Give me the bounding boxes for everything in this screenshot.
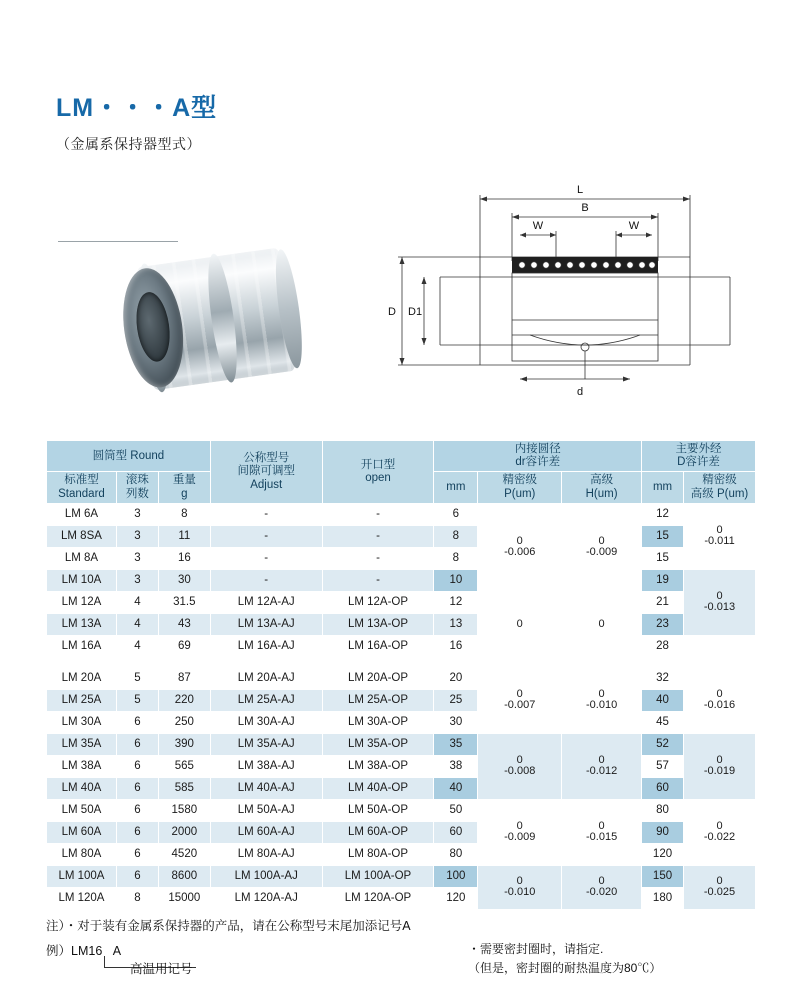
- cell-balls: 6: [116, 733, 158, 755]
- cell-high-tolerance: [562, 799, 642, 865]
- header-inner-l1: 内接圆径: [514, 443, 561, 455]
- cell-open: LM 100A-OP: [322, 865, 434, 887]
- cell-dr: 6: [434, 503, 478, 525]
- cell-open: LM 16A-OP: [322, 635, 434, 657]
- cell-weight: 11: [158, 525, 210, 547]
- cell-d-outer: 32: [642, 667, 684, 689]
- cell-standard: LM 40A: [47, 777, 117, 799]
- dim-label-d: d: [576, 386, 584, 398]
- tol-bottom: -0.025: [703, 886, 736, 899]
- cell-standard: LM 50A: [47, 799, 117, 821]
- table-row: [47, 843, 756, 865]
- cell-balls: 5: [116, 667, 158, 689]
- cell-dr: 38: [434, 755, 478, 777]
- tol-top: 0: [516, 534, 523, 547]
- cell-standard: LM 100A: [47, 865, 117, 887]
- technical-drawing: [380, 165, 770, 415]
- header-inner-group: [434, 441, 642, 472]
- header-weight-l1: 重量: [172, 474, 196, 487]
- cell-outer-tolerance: [684, 503, 756, 569]
- cell-inner-tolerance: [478, 591, 562, 657]
- tol-bottom: -0.022: [703, 831, 736, 844]
- cell-adjust: -: [210, 503, 322, 525]
- cell-weight: 43: [158, 613, 210, 635]
- ball-row: [140, 304, 168, 351]
- cell-weight: 30: [158, 569, 210, 591]
- cell-dr: 8: [434, 547, 478, 569]
- cell-dr: 80: [434, 843, 478, 865]
- cell-high-tolerance: [562, 503, 642, 591]
- cell-weight: 87: [158, 667, 210, 689]
- table-row: [47, 865, 756, 887]
- cell-weight: 15000: [158, 887, 210, 909]
- tol-top: 0: [716, 589, 723, 602]
- cell-weight: 69: [158, 635, 210, 657]
- cell-open: LM 13A-OP: [322, 613, 434, 635]
- tol-top: 0: [598, 753, 605, 766]
- cell-d-outer: 57: [642, 755, 684, 777]
- dim-label-W2: W: [628, 220, 640, 232]
- cell-outer-tolerance: [684, 799, 756, 865]
- cell-standard: LM 8A: [47, 547, 117, 569]
- header-open-l2: open: [365, 471, 391, 484]
- cell-adjust: LM 20A-AJ: [210, 667, 322, 689]
- cell-outer-tolerance: [684, 569, 756, 635]
- cell-dr: 40: [434, 777, 478, 799]
- tol-bottom: -0.020: [586, 886, 618, 899]
- table-row: [47, 755, 756, 777]
- dim-label-B: B: [581, 202, 589, 214]
- header-weight: [158, 472, 210, 503]
- tol-top: 0: [516, 819, 523, 832]
- tol-bottom: -0.007: [504, 699, 536, 712]
- tol-top: 0: [598, 687, 605, 700]
- cell-standard: LM 120A: [47, 887, 117, 909]
- cell-open: LM 60A-OP: [322, 821, 434, 843]
- table-row: [47, 821, 756, 843]
- cell-d-outer: 15: [642, 547, 684, 569]
- side-note-2: （但是，密封圈的耐热温度为80℃）: [468, 960, 662, 975]
- cell-open: LM 38A-OP: [322, 755, 434, 777]
- cell-dr: 60: [434, 821, 478, 843]
- cell-dr: 16: [434, 635, 478, 657]
- cell-d-outer: 28: [642, 635, 684, 657]
- cell-weight: 220: [158, 689, 210, 711]
- header-weight-l2: g: [181, 487, 188, 500]
- cell-adjust: LM 80A-AJ: [210, 843, 322, 865]
- cell-d-outer: 180: [642, 887, 684, 909]
- table-row: [47, 569, 756, 591]
- header-prec-l2: P(um): [504, 487, 536, 500]
- cell-inner-tolerance: [478, 865, 562, 909]
- page-title: LM・・・A型: [56, 94, 218, 122]
- cell-d-outer: 150: [642, 865, 684, 887]
- table-row: [47, 547, 756, 569]
- header-adjust: [210, 441, 322, 504]
- cell-standard: LM 35A: [47, 733, 117, 755]
- header-standard-l2: Standard: [58, 487, 105, 500]
- tol-bottom: -0.010: [586, 699, 618, 712]
- cell-adjust: LM 120A-AJ: [210, 887, 322, 909]
- cell-inner-tolerance: [478, 503, 562, 591]
- table-row: [47, 711, 756, 733]
- cell-adjust: -: [210, 547, 322, 569]
- cell-weight: 8600: [158, 865, 210, 887]
- cell-standard: LM 16A: [47, 635, 117, 657]
- cell-weight: 8: [158, 503, 210, 525]
- header-balls: [116, 472, 158, 503]
- tol-top: 0: [716, 753, 723, 766]
- tol-top: 0: [598, 534, 605, 547]
- cell-outer-tolerance: [684, 667, 756, 733]
- specification-table: [46, 440, 756, 910]
- header-outer-group: [642, 441, 756, 472]
- cell-open: LM 40A-OP: [322, 777, 434, 799]
- cell-weight: 1580: [158, 799, 210, 821]
- cell-open: -: [322, 547, 434, 569]
- cell-weight: 4520: [158, 843, 210, 865]
- cell-d-outer: 90: [642, 821, 684, 843]
- footnote-1: 注）・对于装有金属系保持器的产品，请在公称型号末尾加添记号A: [46, 919, 411, 933]
- table-group-spacer: [47, 657, 756, 667]
- header-balls-l2: 列数: [125, 487, 149, 500]
- cell-dr: 8: [434, 525, 478, 547]
- cell-adjust: LM 50A-AJ: [210, 799, 322, 821]
- dim-label-L: L: [576, 184, 584, 196]
- table-row: [47, 503, 756, 525]
- cell-open: LM 20A-OP: [322, 667, 434, 689]
- tol-bottom: -0.012: [586, 765, 618, 778]
- cell-balls: 3: [116, 525, 158, 547]
- cell-standard: LM 25A: [47, 689, 117, 711]
- header-outprec-l2: 高级 P(um): [690, 487, 749, 500]
- table-row: [47, 799, 756, 821]
- dim-label-D: D: [388, 306, 396, 318]
- cell-weight: 2000: [158, 821, 210, 843]
- tol-bottom: -0.013: [703, 601, 736, 614]
- tol-top: 0: [716, 874, 723, 887]
- cell-dr: 30: [434, 711, 478, 733]
- header-inner-l2: dr容许差: [515, 456, 561, 469]
- cell-inner-tolerance: [478, 799, 562, 865]
- header-open-l1: 开口型: [360, 458, 396, 471]
- cell-d-outer: 120: [642, 843, 684, 865]
- side-notes: [468, 940, 661, 977]
- cell-balls: 8: [116, 887, 158, 909]
- cell-open: LM 35A-OP: [322, 733, 434, 755]
- tol-bottom: -0.019: [703, 765, 736, 778]
- cell-balls: 3: [116, 569, 158, 591]
- cell-weight: 16: [158, 547, 210, 569]
- cell-adjust: LM 40A-AJ: [210, 777, 322, 799]
- header-mm-inner: mm: [434, 472, 478, 503]
- cell-weight: 585: [158, 777, 210, 799]
- side-note-1: ・需要密封圈时，请指定.: [468, 942, 604, 956]
- table-row: [47, 777, 756, 799]
- cell-weight: 250: [158, 711, 210, 733]
- dim-label-D1: D1: [408, 306, 423, 318]
- cell-standard: LM 6A: [47, 503, 117, 525]
- table-row: [47, 613, 756, 635]
- cell-dr: 10: [434, 569, 478, 591]
- header-adjust-l2: 间隙可调型: [237, 465, 295, 478]
- tol-top: 0: [716, 687, 723, 700]
- title-block: [56, 88, 217, 154]
- cell-dr: 12: [434, 591, 478, 613]
- cell-d-outer: 15: [642, 525, 684, 547]
- page-subtitle: （金属系保持器型式）: [56, 136, 201, 152]
- cell-inner-tolerance: [478, 733, 562, 799]
- header-outer-l2: D容许差: [677, 456, 720, 469]
- header-prec-l1: 精密级: [502, 474, 537, 487]
- header-open: [322, 441, 434, 504]
- cell-balls: 6: [116, 711, 158, 733]
- cell-d-outer: 60: [642, 777, 684, 799]
- cell-open: LM 30A-OP: [322, 711, 434, 733]
- footnote-2-mark: A: [112, 944, 122, 958]
- tol-bottom: -0.006: [504, 546, 536, 559]
- cell-balls: 3: [116, 503, 158, 525]
- tol-bottom: -0.008: [504, 765, 536, 778]
- cell-standard: LM 60A: [47, 821, 117, 843]
- cell-adjust: LM 100A-AJ: [210, 865, 322, 887]
- header-standard: [47, 472, 117, 503]
- cell-balls: 6: [116, 843, 158, 865]
- tol-bottom: -0.015: [586, 831, 618, 844]
- cell-d-outer: 12: [642, 503, 684, 525]
- cell-high-tolerance: [562, 865, 642, 909]
- cell-d-outer: 23: [642, 613, 684, 635]
- cell-standard: LM 38A: [47, 755, 117, 777]
- header-adjust-l3: Adjust: [250, 478, 283, 491]
- cell-standard: LM 12A: [47, 591, 117, 613]
- cell-adjust: LM 13A-AJ: [210, 613, 322, 635]
- tol-top: 0: [598, 819, 605, 832]
- cell-balls: 6: [116, 865, 158, 887]
- cell-standard: LM 20A: [47, 667, 117, 689]
- footnote-2-prefix: 例）LM16: [46, 944, 103, 958]
- tol-top: 0: [716, 819, 723, 832]
- cell-dr: 35: [434, 733, 478, 755]
- cell-standard: LM 8SA: [47, 525, 117, 547]
- cell-adjust: LM 25A-AJ: [210, 689, 322, 711]
- photo-leader-line: [58, 241, 178, 242]
- table-row: [47, 591, 756, 613]
- cell-adjust: -: [210, 525, 322, 547]
- header-outer-precision: [684, 472, 756, 503]
- tol-bottom: -0.009: [586, 546, 618, 559]
- tol-top: 0: [716, 523, 723, 536]
- cell-adjust: LM 35A-AJ: [210, 733, 322, 755]
- cell-adjust: -: [210, 569, 322, 591]
- cell-weight: 390: [158, 733, 210, 755]
- cell-balls: 6: [116, 755, 158, 777]
- cell-adjust: LM 60A-AJ: [210, 821, 322, 843]
- cell-open: LM 50A-OP: [322, 799, 434, 821]
- cell-adjust: LM 12A-AJ: [210, 591, 322, 613]
- header-outprec-l1: 精密级: [702, 474, 737, 487]
- tol-top: 0: [516, 753, 523, 766]
- cell-d-outer: 21: [642, 591, 684, 613]
- cell-balls: 6: [116, 799, 158, 821]
- tol-bottom: -0.009: [504, 831, 536, 844]
- cell-weight: 31.5: [158, 591, 210, 613]
- cell-open: LM 80A-OP: [322, 843, 434, 865]
- header-balls-l1: 滚珠: [125, 474, 149, 487]
- cell-adjust: LM 16A-AJ: [210, 635, 322, 657]
- cell-balls: 4: [116, 591, 158, 613]
- product-photo: [50, 225, 340, 410]
- cell-d-outer: 80: [642, 799, 684, 821]
- dim-label-W1: W: [532, 220, 544, 232]
- header-precision-p: [478, 472, 562, 503]
- cell-outer-tolerance: [684, 865, 756, 909]
- cell-balls: 6: [116, 777, 158, 799]
- table-row: [47, 525, 756, 547]
- cell-d-outer: 52: [642, 733, 684, 755]
- cell-standard: LM 10A: [47, 569, 117, 591]
- tol-top: 0: [598, 617, 605, 630]
- cell-balls: 4: [116, 635, 158, 657]
- table-row: [47, 635, 756, 657]
- cell-outer-tolerance: [684, 733, 756, 799]
- header-high-h: [562, 472, 642, 503]
- header-high-l1: 高级: [590, 474, 614, 487]
- header-mm-outer: mm: [642, 472, 684, 503]
- spec-table: [46, 440, 756, 910]
- table-row: [47, 887, 756, 909]
- cell-weight: 565: [158, 755, 210, 777]
- header-round: 圆筒型 Round: [47, 441, 211, 472]
- table-row: [47, 667, 756, 689]
- cell-inner-tolerance: [478, 667, 562, 733]
- cell-open: -: [322, 569, 434, 591]
- cell-d-outer: 40: [642, 689, 684, 711]
- cell-dr: 100: [434, 865, 478, 887]
- cell-dr: 120: [434, 887, 478, 909]
- cell-dr: 25: [434, 689, 478, 711]
- cell-standard: LM 13A: [47, 613, 117, 635]
- cell-adjust: LM 30A-AJ: [210, 711, 322, 733]
- header-adjust-l1: 公称型号: [243, 452, 290, 465]
- cell-open: -: [322, 525, 434, 547]
- cell-d-outer: 45: [642, 711, 684, 733]
- cell-adjust: LM 38A-AJ: [210, 755, 322, 777]
- cell-dr: 13: [434, 613, 478, 635]
- header-outer-l1: 主要外经: [675, 443, 722, 455]
- cell-standard: LM 30A: [47, 711, 117, 733]
- table-row: [47, 689, 756, 711]
- footnote-bracket-label: 高温用记号: [130, 962, 193, 976]
- cell-high-tolerance: [562, 733, 642, 799]
- cell-open: LM 120A-OP: [322, 887, 434, 909]
- cell-balls: 3: [116, 547, 158, 569]
- header-standard-l1: 标准型: [64, 474, 99, 487]
- tol-bottom: -0.011: [704, 535, 735, 548]
- tol-top: 0: [516, 617, 523, 630]
- cell-standard: LM 80A: [47, 843, 117, 865]
- cell-high-tolerance: [562, 667, 642, 733]
- linear-bearing-image: [94, 246, 310, 401]
- cell-dr: 50: [434, 799, 478, 821]
- cell-open: LM 25A-OP: [322, 689, 434, 711]
- tol-top: 0: [598, 874, 605, 887]
- cell-high-tolerance: [562, 591, 642, 657]
- tol-bottom: -0.010: [504, 886, 536, 899]
- cell-open: -: [322, 503, 434, 525]
- tol-top: 0: [516, 874, 523, 887]
- cell-balls: 4: [116, 613, 158, 635]
- tol-bottom: -0.016: [703, 699, 736, 712]
- cell-balls: 5: [116, 689, 158, 711]
- table-row: [47, 733, 756, 755]
- cell-open: LM 12A-OP: [322, 591, 434, 613]
- cell-dr: 20: [434, 667, 478, 689]
- cell-d-outer: 19: [642, 569, 684, 591]
- header-high-l2: H(um): [585, 487, 618, 500]
- cell-balls: 6: [116, 821, 158, 843]
- tol-top: 0: [516, 687, 523, 700]
